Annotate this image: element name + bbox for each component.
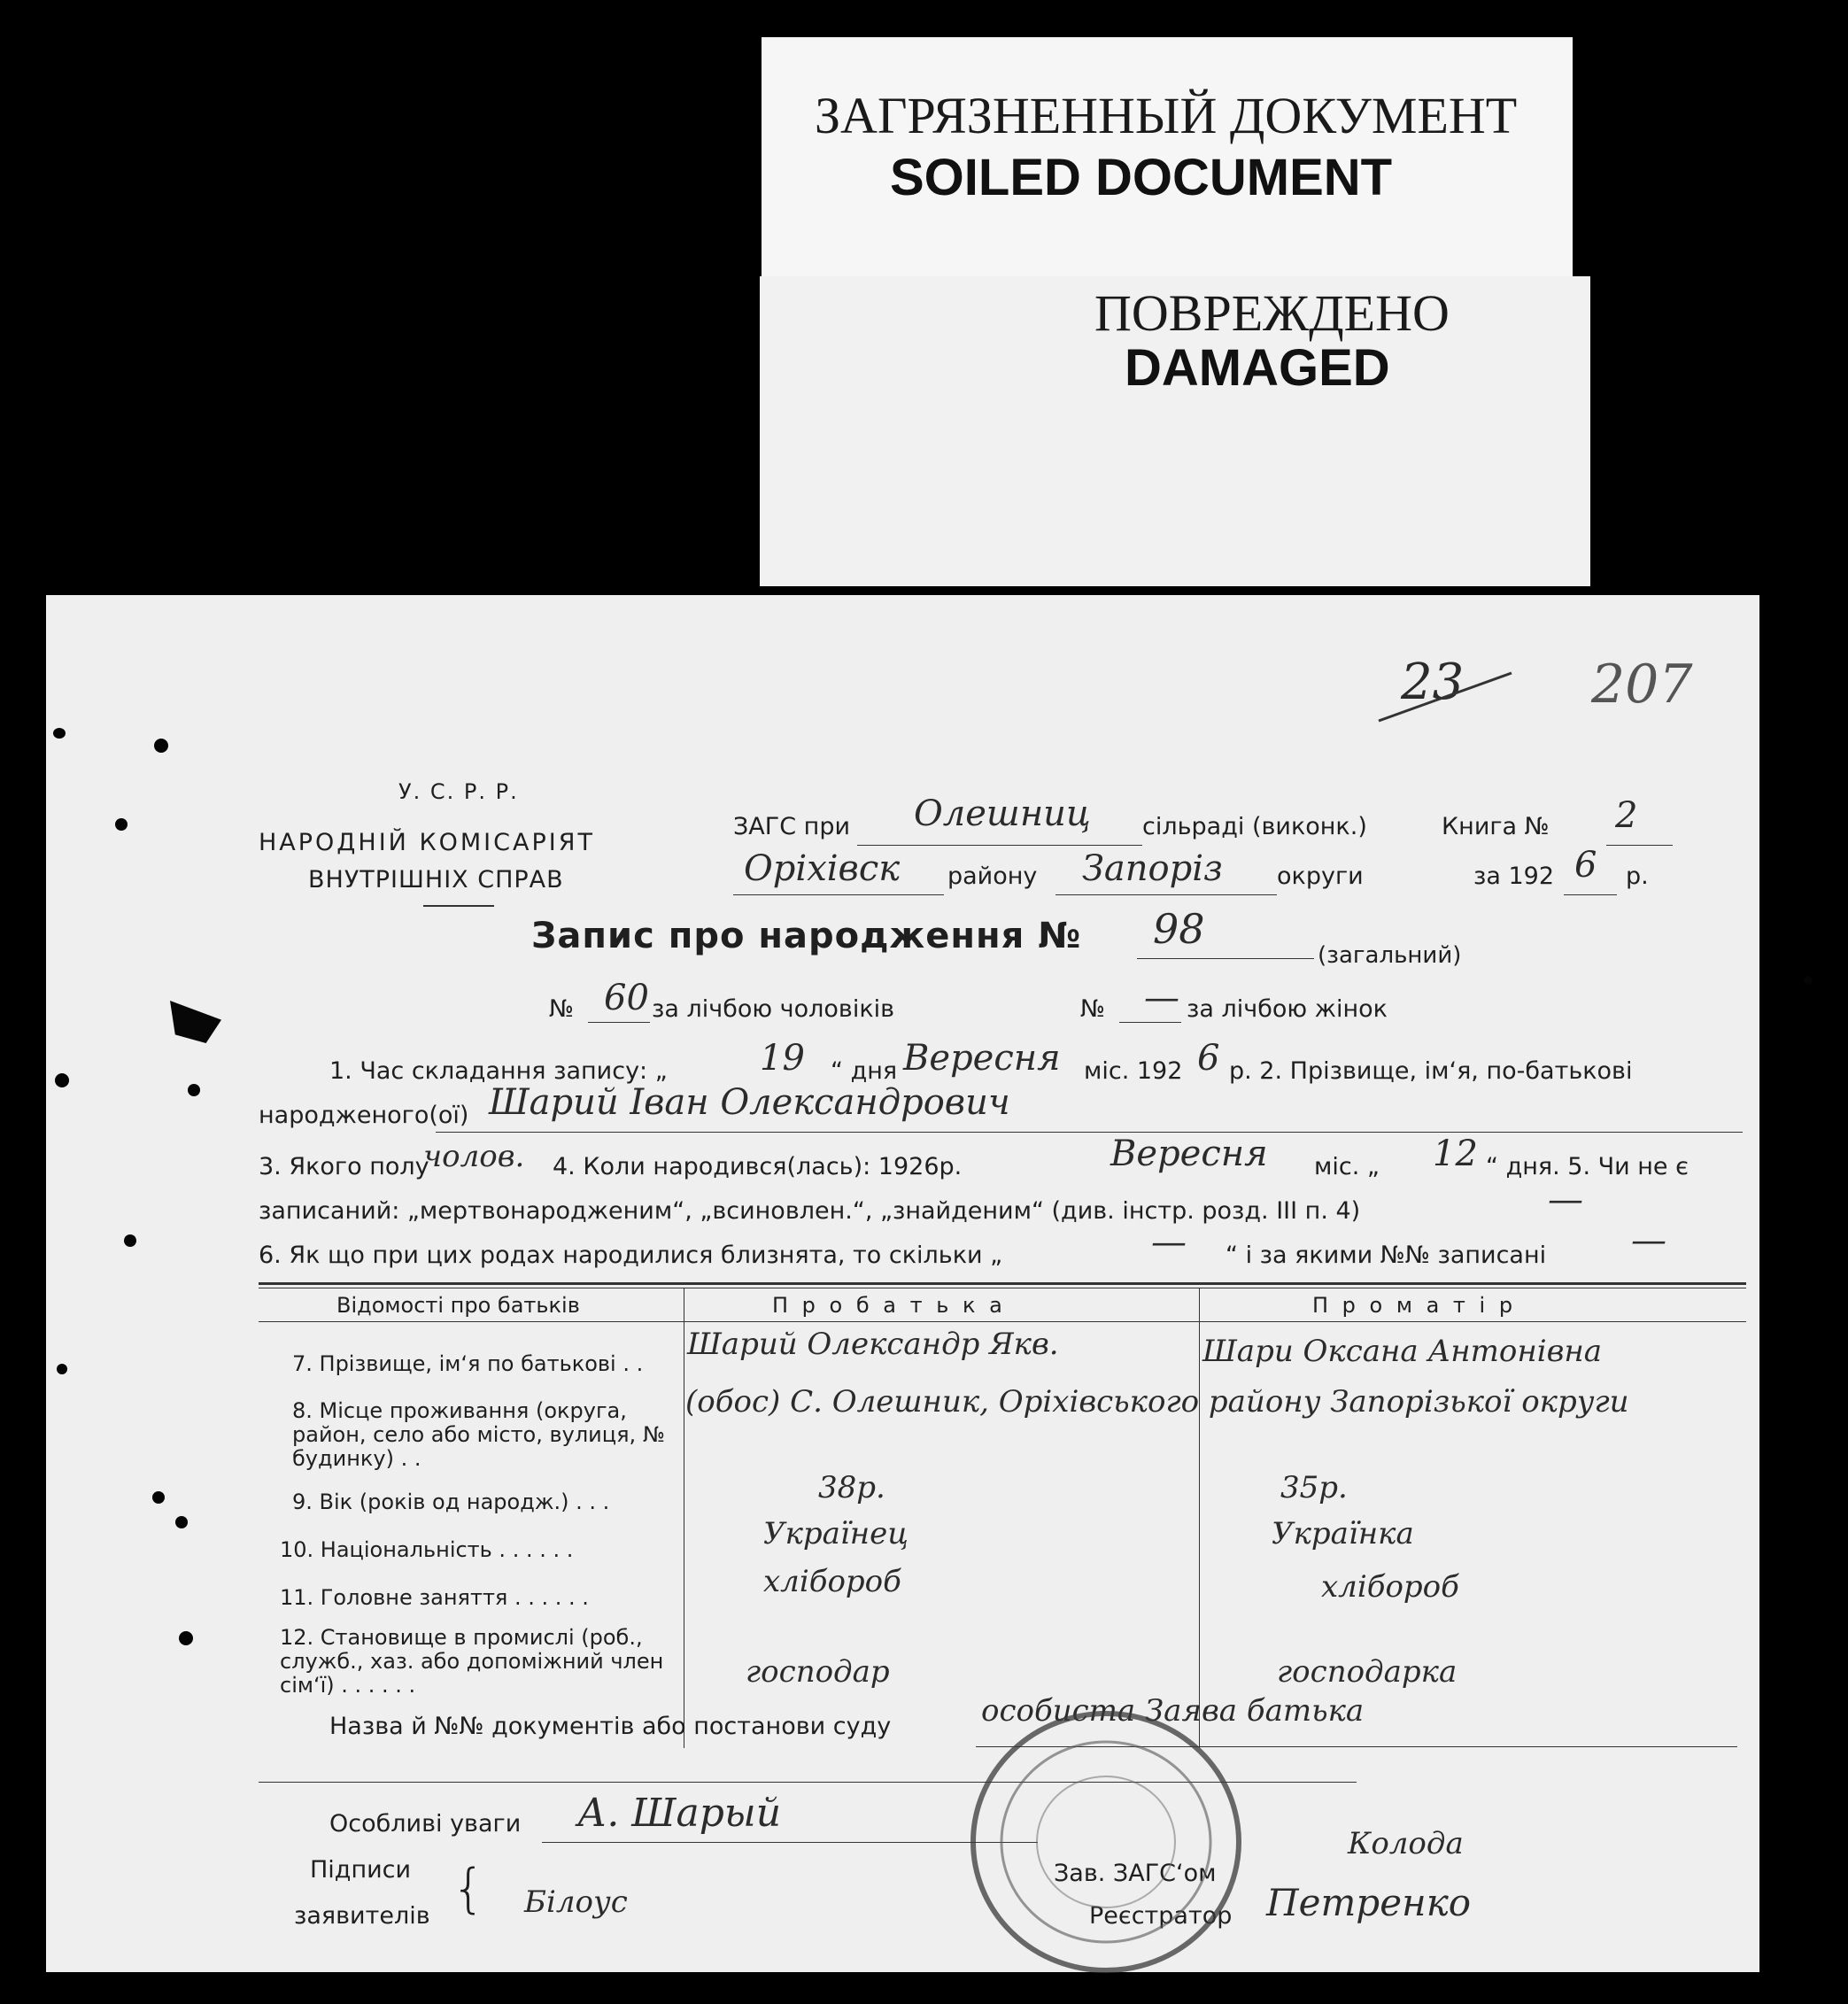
field-6-label: 6. Як що при цих родах народилися близнята, то скільки „ xyxy=(259,1242,1003,1269)
row-7-label: 7. Прізвище, ім‘я по батькові . . xyxy=(292,1351,644,1376)
father-occupation: хлібороб xyxy=(763,1564,901,1599)
table-col-header-mother: П р о м а т і р xyxy=(1312,1293,1517,1318)
mother-name: Шари Оксана Антонівна xyxy=(1202,1334,1603,1369)
commissariat-line-1: НАРОДНІЙ КОМІСАРІЯТ xyxy=(259,829,595,856)
year-suffix: р. xyxy=(1626,863,1649,890)
row-10-label: 10. Національність . . . . . . xyxy=(280,1537,574,1562)
punch-hole xyxy=(115,818,128,831)
header-divider xyxy=(423,905,494,907)
punch-hole xyxy=(175,1516,188,1528)
field-4-label: 4. Коли народився(лась): 1926р. xyxy=(553,1153,963,1180)
okrug-label: округи xyxy=(1277,863,1364,890)
men-count-underline xyxy=(588,1022,650,1023)
field-6-label-continued: “ і за якими №№ записані xyxy=(1226,1242,1547,1269)
punch-hole xyxy=(57,1364,67,1374)
father-position: господар xyxy=(746,1654,890,1690)
table-column-divider-2 xyxy=(1199,1288,1200,1748)
zags-village-value: Олешниц xyxy=(914,793,1091,834)
table-top-border xyxy=(259,1282,1746,1285)
documents-value: особиста Заява батька xyxy=(981,1693,1365,1729)
punch-hole xyxy=(124,1234,136,1247)
council-label: сільраді (виконк.) xyxy=(1142,813,1367,840)
okrug-value: Запоріз xyxy=(1082,848,1223,889)
table-col-header-info: Відомості про батьків xyxy=(336,1293,580,1318)
field-1-month: Вересня xyxy=(903,1038,1061,1079)
field-1-year-label: міс. 192 xyxy=(1084,1057,1183,1085)
punch-hole xyxy=(188,1084,200,1096)
punch-hole xyxy=(53,728,66,739)
signature-brace: { xyxy=(452,1858,486,1920)
residence-value: (обос) С. Олешник, Оріхівського району Запорізької округи xyxy=(685,1384,1629,1420)
men-count-prefix: № xyxy=(549,995,575,1023)
child-full-name: Шарий Іван Олександрович xyxy=(489,1082,1010,1123)
field-1-year: 6 xyxy=(1197,1038,1220,1079)
row-12-label: 12. Становище в промислі (роб., служб., хаз. або допоміжний член сім‘ї) . . . . . . xyxy=(280,1625,664,1698)
notes-signature: А. Шарый xyxy=(577,1791,782,1836)
field-5-label: “ дня. 5. Чи не є xyxy=(1486,1153,1689,1180)
book-number-value: 2 xyxy=(1615,795,1638,836)
documents-label: Назва й №№ документів або постанови суду xyxy=(329,1713,892,1740)
damaged-label-en: DAMAGED xyxy=(1125,339,1390,397)
table-col-header-father: П р о б а т ь к а xyxy=(772,1293,1006,1318)
commissariat-line-2: ВНУТРІШНІХ СПРАВ xyxy=(308,866,564,894)
year-underline xyxy=(1564,894,1617,895)
field-2-label-continued: народженого(ої) xyxy=(259,1102,469,1129)
father-age: 38р. xyxy=(818,1470,885,1505)
notes-label: Особливі уваги xyxy=(329,1810,522,1838)
field-1-day-suffix: “ дня xyxy=(831,1057,898,1085)
twins-count-value: — xyxy=(1151,1222,1187,1263)
soiled-label-en: SOILED DOCUMENT xyxy=(890,149,1393,206)
torn-hole xyxy=(170,1001,221,1043)
head-signature: Колода xyxy=(1348,1826,1464,1861)
field-2-label: р. 2. Прізвище, ім‘я, по-батькові xyxy=(1229,1057,1633,1085)
child-sex-value: чолов. xyxy=(423,1139,525,1174)
year-value: 6 xyxy=(1574,845,1597,886)
field-4-day-label: міс. „ xyxy=(1314,1153,1380,1180)
zags-label: ЗАГС при xyxy=(733,813,851,840)
twins-numbers-value: — xyxy=(1631,1220,1666,1261)
soiled-label-ru: ЗАГРЯЗНЕННЫЙ ДОКУМЕНТ xyxy=(815,87,1518,144)
father-name: Шарий Олександр Якв. xyxy=(687,1327,1059,1362)
mother-age: 35р. xyxy=(1280,1470,1348,1505)
birth-month-value: Вересня xyxy=(1110,1134,1268,1174)
women-count-value: — xyxy=(1144,978,1179,1018)
district-label: району xyxy=(947,863,1038,890)
okrug-underline xyxy=(1055,894,1277,895)
registrar-signature: Петренко xyxy=(1266,1881,1472,1924)
official-stamp xyxy=(960,1700,1252,1984)
mother-occupation: хлібороб xyxy=(1321,1569,1459,1605)
birth-record-form xyxy=(46,595,1759,1972)
head-zags-label: Зав. ЗАГС‘ом xyxy=(1054,1860,1217,1887)
ussr-header: У. С. Р. Р. xyxy=(398,779,519,804)
damaged-document-label xyxy=(760,276,1590,586)
mother-position: господарка xyxy=(1277,1654,1458,1690)
field-1-day: 19 xyxy=(760,1038,805,1079)
row-11-label: 11. Головне заняття . . . . . . xyxy=(280,1585,589,1610)
district-value: Оріхівск xyxy=(744,848,901,889)
punch-hole xyxy=(154,739,168,753)
crossed-archive-number: 23 xyxy=(1401,654,1465,711)
row-9-label: 9. Вік (років од народж.) . . . xyxy=(292,1489,610,1514)
declarant-signature: Білоус xyxy=(524,1884,628,1920)
punch-hole xyxy=(179,1631,193,1645)
damaged-label-ru: ПОВРЕЖДЕНО xyxy=(1094,284,1450,342)
father-nationality: Українец xyxy=(763,1516,909,1551)
birth-day-value: 12 xyxy=(1433,1134,1478,1174)
page-number: 207 xyxy=(1591,654,1693,716)
row-8-label: 8. Місце проживання (округа, район, село або місто, вулиця, № будинку) . . xyxy=(292,1398,665,1471)
field-5-label-continued: записаний: „мертвонародженим“, „всиновлен.“, „знайденим“ (див. інстр. розд. III п. 4) xyxy=(259,1197,1361,1225)
table-header-border xyxy=(259,1321,1746,1322)
mother-nationality: Українка xyxy=(1272,1516,1414,1551)
women-count-prefix: № xyxy=(1080,995,1106,1023)
record-number: 98 xyxy=(1153,905,1205,953)
declarants-label: заявителів xyxy=(294,1902,430,1930)
signatures-label: Підписи xyxy=(310,1856,412,1884)
record-general-label: (загальний) xyxy=(1318,942,1462,969)
book-underline xyxy=(1606,845,1673,846)
registrar-label: Реєстратор xyxy=(1089,1902,1233,1930)
field-1-label: 1. Час складання запису: „ xyxy=(329,1057,668,1085)
zags-underline xyxy=(857,845,1142,846)
punch-hole xyxy=(1804,976,1813,985)
year-label: за 192 xyxy=(1473,863,1555,890)
women-count-label: за лічбою жінок xyxy=(1187,995,1388,1023)
men-count-value: 60 xyxy=(604,978,649,1018)
punch-hole xyxy=(152,1491,165,1504)
men-count-label: за лічбою чоловіків xyxy=(652,995,895,1023)
child-name-underline xyxy=(436,1132,1743,1133)
record-title: Запис про народження № xyxy=(531,916,1082,956)
women-count-underline xyxy=(1119,1022,1181,1023)
record-number-underline xyxy=(1137,958,1314,959)
book-label: Книга № xyxy=(1442,813,1550,840)
punch-hole xyxy=(55,1073,69,1087)
district-underline xyxy=(733,894,944,895)
field-3-label: 3. Якого полу xyxy=(259,1153,429,1180)
strike-through-line xyxy=(1374,666,1516,728)
field-5-value: — xyxy=(1548,1180,1583,1220)
